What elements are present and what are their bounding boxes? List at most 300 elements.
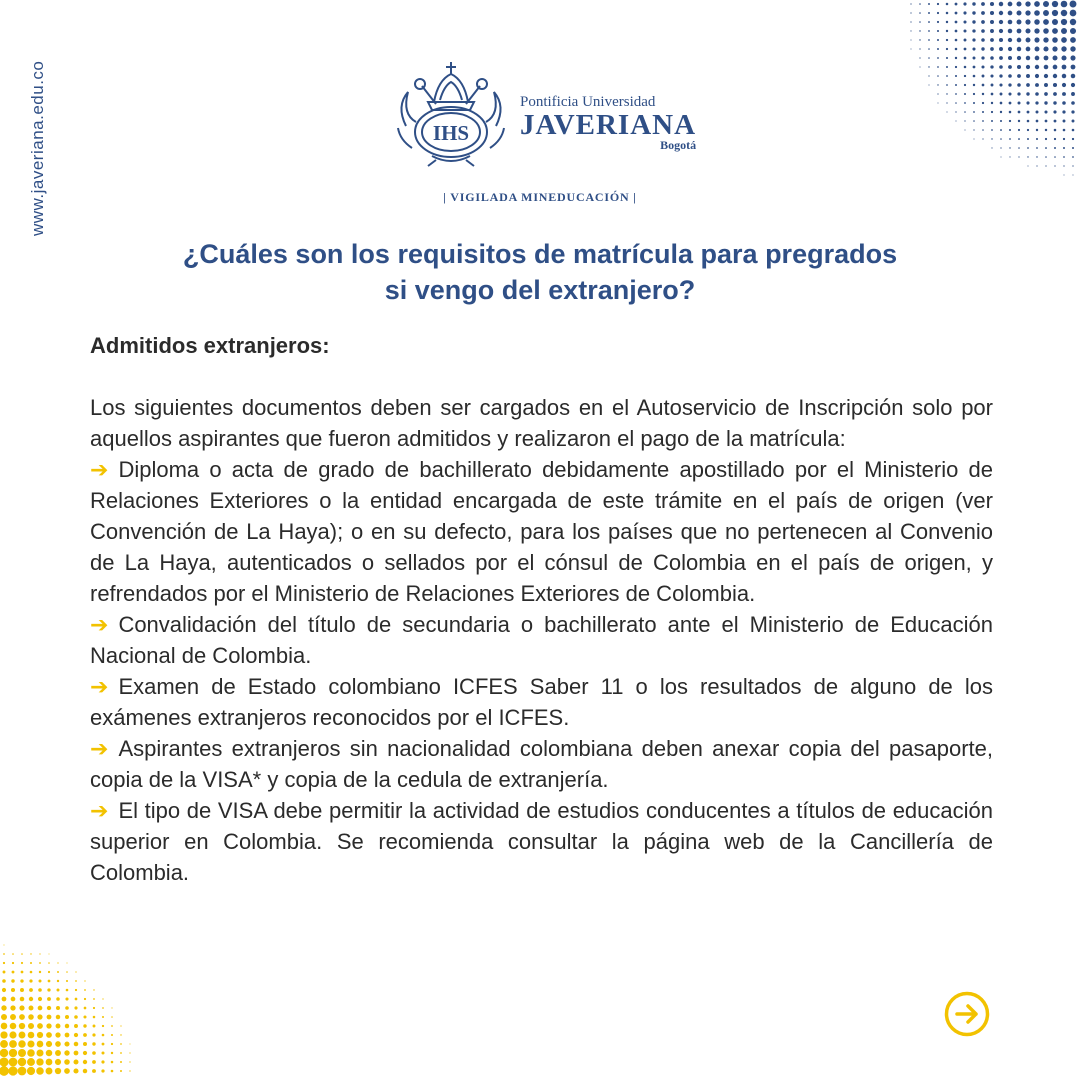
decorative-dot bbox=[1061, 46, 1066, 51]
decorative-dot bbox=[1027, 111, 1030, 114]
decorative-dot bbox=[919, 30, 920, 31]
decorative-dot bbox=[1008, 65, 1012, 69]
list-item-text: Examen de Estado colombiano ICFES Saber 11 o los resultados de alguno de los exámenes extranjeros reconocidos por el ICFES. bbox=[90, 674, 993, 730]
decorative-dot bbox=[37, 1014, 42, 1019]
decorative-dot bbox=[83, 1015, 86, 1018]
decorative-dot bbox=[102, 1025, 104, 1027]
decorative-dot bbox=[972, 2, 975, 5]
decorative-dot bbox=[937, 93, 938, 94]
decorative-dot bbox=[937, 66, 939, 68]
decorative-dot bbox=[1034, 1, 1040, 7]
decorative-dot bbox=[1043, 46, 1048, 51]
decorative-dot bbox=[111, 1016, 113, 1018]
decorative-dot bbox=[1018, 102, 1021, 105]
decorative-dot bbox=[65, 1006, 69, 1010]
decorative-dot bbox=[1045, 147, 1047, 149]
decorative-dot bbox=[30, 971, 33, 974]
decorative-dot bbox=[1026, 47, 1031, 52]
decorative-dot bbox=[64, 1041, 69, 1046]
decorative-dot bbox=[37, 1041, 44, 1048]
list-item-text: Diploma o acta de grado de bachillerato debidamente apostillado por el Ministerio de Relaciones Exteriores o la entidad encargada de este trámite en el país de origen (ver Convención de La Haya); o en su defecto, para los países que no pertenecen al Convenio de La Haya, autenticados o sellados por el cónsul de Colombia en el país de origen, y refrendados por el Ministerio de Relaciones Exteriores de Colombia. bbox=[90, 457, 993, 606]
decorative-dot bbox=[964, 120, 965, 121]
decorative-dot bbox=[36, 1049, 43, 1056]
decorative-dot bbox=[919, 39, 920, 40]
decorative-dot bbox=[48, 980, 51, 983]
decorative-dot bbox=[84, 998, 86, 1000]
decorative-dot bbox=[83, 1069, 87, 1073]
decorative-dot bbox=[991, 84, 994, 87]
decorative-dot bbox=[30, 962, 32, 964]
decorative-dot bbox=[9, 1031, 16, 1038]
decorative-dot bbox=[1027, 129, 1029, 131]
decorative-dot bbox=[937, 3, 939, 5]
decorative-dot bbox=[946, 57, 948, 59]
decorative-dot bbox=[1072, 174, 1073, 175]
decorative-dot bbox=[973, 138, 974, 139]
decorative-dot bbox=[1062, 92, 1066, 96]
decorative-dot bbox=[1036, 138, 1038, 140]
decorative-dot bbox=[972, 20, 975, 23]
decorative-dot bbox=[1061, 19, 1067, 25]
decorative-dot bbox=[1054, 147, 1056, 149]
decorative-dot bbox=[937, 75, 939, 77]
decorative-dot bbox=[1061, 1, 1068, 8]
decorative-dot bbox=[1000, 147, 1001, 148]
decorative-dot bbox=[972, 11, 975, 14]
decorative-dot bbox=[1025, 28, 1030, 33]
decorative-dot bbox=[1053, 92, 1057, 96]
decorative-dot bbox=[92, 1033, 95, 1036]
decorative-dot bbox=[30, 953, 31, 954]
decorative-dot bbox=[1009, 156, 1010, 157]
decorative-dot bbox=[982, 138, 983, 139]
decorative-dot bbox=[65, 997, 68, 1000]
decorative-dot bbox=[1071, 65, 1076, 70]
decorative-dot bbox=[1017, 65, 1021, 69]
decorative-dot bbox=[990, 20, 994, 24]
decorative-dot bbox=[39, 971, 41, 973]
decorative-dot bbox=[18, 1040, 25, 1047]
decorative-dot bbox=[981, 65, 984, 68]
decorative-dot bbox=[46, 1041, 52, 1047]
decorative-dot bbox=[1054, 129, 1057, 132]
decorative-dot bbox=[0, 1066, 9, 1076]
decorative-dot bbox=[964, 111, 966, 113]
decorative-dot bbox=[1034, 37, 1039, 42]
decorative-dot bbox=[1052, 19, 1058, 25]
decorative-dot bbox=[8, 1066, 17, 1075]
decorative-dot bbox=[120, 1052, 122, 1054]
decorative-dot bbox=[29, 997, 33, 1001]
decorative-dot bbox=[990, 47, 994, 51]
decorative-dot bbox=[1045, 138, 1047, 140]
decorative-dot bbox=[1027, 165, 1028, 166]
decorative-dot bbox=[1025, 10, 1030, 15]
decorative-dot bbox=[1071, 83, 1075, 87]
decorative-dot bbox=[37, 1032, 43, 1038]
decorative-dot bbox=[0, 1031, 7, 1038]
decorative-dot bbox=[20, 979, 23, 982]
decorative-dot bbox=[955, 57, 957, 59]
decorative-dot bbox=[36, 1067, 44, 1075]
page-title bbox=[80, 236, 1000, 308]
decorative-dot bbox=[1061, 37, 1067, 43]
decorative-dot bbox=[46, 1050, 53, 1057]
decorative-dot bbox=[84, 1007, 87, 1010]
decorative-dot bbox=[74, 1042, 79, 1047]
decorative-dot bbox=[946, 21, 948, 23]
decorative-dot bbox=[120, 1043, 122, 1045]
decorative-dots-top-right bbox=[880, 0, 1080, 190]
decorative-dot bbox=[74, 1024, 78, 1028]
decorative-dot bbox=[3, 953, 5, 955]
decorative-dot bbox=[955, 111, 956, 112]
decorative-dot bbox=[955, 66, 957, 68]
decorative-dot bbox=[1036, 147, 1038, 149]
decorative-dot bbox=[1044, 110, 1047, 113]
decorative-dot bbox=[1017, 92, 1020, 95]
decorative-dot bbox=[991, 147, 992, 148]
decorative-dot bbox=[1044, 101, 1047, 104]
decorative-dot bbox=[1070, 1, 1077, 8]
decorative-dot bbox=[1054, 156, 1056, 158]
decorative-dot bbox=[999, 38, 1003, 42]
decorative-dot bbox=[1026, 83, 1030, 87]
decorative-dot bbox=[66, 971, 68, 973]
decorative-dot bbox=[19, 1005, 24, 1010]
decorative-dot bbox=[990, 2, 994, 6]
decorative-dot bbox=[93, 1007, 95, 1009]
decorative-dot bbox=[981, 56, 984, 59]
decorative-dot bbox=[982, 111, 984, 113]
decorative-dot bbox=[1026, 92, 1029, 95]
decorative-dot bbox=[9, 1049, 17, 1057]
decorative-dot bbox=[946, 66, 948, 68]
decorative-dot bbox=[946, 84, 948, 86]
decorative-dot bbox=[2, 979, 6, 983]
vigilada-label: | VIGILADA MINEDUCACIÓN | bbox=[443, 190, 637, 204]
decorative-dot bbox=[57, 971, 59, 973]
decorative-dot bbox=[12, 971, 15, 974]
decorative-dot bbox=[919, 48, 920, 49]
decorative-dot bbox=[1044, 65, 1049, 70]
decorative-dot bbox=[83, 1060, 87, 1064]
decorative-dot bbox=[964, 93, 966, 95]
decorative-dot bbox=[955, 75, 957, 77]
decorative-dot bbox=[1071, 110, 1074, 113]
decorative-dot bbox=[65, 1015, 69, 1019]
decorative-dot bbox=[1008, 56, 1012, 60]
decorative-dot bbox=[964, 75, 966, 77]
decorative-dot bbox=[66, 962, 67, 963]
decorative-dot bbox=[982, 93, 984, 95]
decorative-dot bbox=[11, 988, 15, 992]
list-item bbox=[90, 609, 993, 671]
decorative-dot bbox=[19, 1032, 26, 1039]
decorative-dot bbox=[1000, 93, 1003, 96]
decorative-dot bbox=[955, 21, 958, 24]
decorative-dot bbox=[1035, 65, 1039, 69]
decorative-dot bbox=[919, 3, 921, 5]
decorative-dot bbox=[946, 30, 948, 32]
decorative-dot bbox=[991, 93, 994, 96]
decorative-dot bbox=[111, 1052, 113, 1054]
decorative-dot bbox=[1035, 74, 1039, 78]
decorative-dot bbox=[56, 1024, 61, 1029]
decorative-dot bbox=[1036, 165, 1037, 166]
list-item bbox=[90, 671, 993, 733]
decorative-dot bbox=[1054, 165, 1055, 166]
decorative-dot bbox=[1072, 120, 1075, 123]
decorative-dot bbox=[1052, 28, 1058, 34]
decorative-dot bbox=[937, 102, 938, 103]
decorative-dot bbox=[38, 988, 42, 992]
decorative-dot bbox=[964, 48, 967, 51]
decorative-dot bbox=[1036, 129, 1038, 131]
decorative-dot bbox=[1036, 156, 1037, 157]
decorative-dot bbox=[972, 29, 975, 32]
decorative-dot bbox=[1008, 2, 1013, 7]
decorative-dot bbox=[101, 1069, 104, 1072]
decorative-dot bbox=[74, 1006, 77, 1009]
decorative-dot bbox=[21, 971, 24, 974]
decorative-dot bbox=[1026, 56, 1030, 60]
decorative-dot bbox=[1044, 56, 1049, 61]
decorative-dot bbox=[991, 138, 992, 139]
decorative-dot bbox=[937, 21, 939, 23]
decorative-dot bbox=[1072, 156, 1074, 158]
decorative-dot bbox=[47, 1006, 51, 1010]
decorative-dot bbox=[982, 120, 984, 122]
decorative-dot bbox=[910, 39, 911, 40]
decorative-dot bbox=[55, 1032, 60, 1037]
decorative-dot bbox=[972, 47, 975, 50]
decorative-dot bbox=[990, 65, 993, 68]
decorative-dot bbox=[963, 20, 966, 23]
decorative-dot bbox=[2, 988, 6, 992]
decorative-dot bbox=[1009, 102, 1012, 105]
decorative-dot bbox=[999, 29, 1003, 33]
decorative-dot bbox=[946, 3, 949, 6]
decorative-dot bbox=[10, 1014, 16, 1020]
decorative-dot bbox=[1052, 37, 1058, 43]
decorative-dot bbox=[1017, 74, 1021, 78]
list-item-text: El tipo de VISA debe permitir la actividad de estudios conducentes a títulos de educación superior en Colombia. Se recomienda consultar la página web de la Cancillería de Colombia. bbox=[90, 798, 993, 885]
decorative-dot bbox=[1071, 92, 1075, 96]
decorative-dot bbox=[27, 1049, 35, 1057]
decorative-dot bbox=[55, 1050, 61, 1056]
decorative-dots-bottom-left bbox=[0, 905, 140, 1080]
decorative-dot bbox=[946, 75, 948, 77]
decorative-dot bbox=[66, 980, 68, 982]
decorative-dot bbox=[74, 1060, 79, 1065]
decorative-dot bbox=[928, 66, 929, 67]
decorative-dot bbox=[120, 1061, 122, 1063]
decorative-dot bbox=[981, 2, 985, 6]
decorative-dot bbox=[1070, 10, 1077, 17]
decorative-dot bbox=[1053, 110, 1056, 113]
decorative-dot bbox=[74, 1033, 78, 1037]
decorative-dot bbox=[21, 953, 23, 955]
decorative-dot bbox=[1027, 120, 1030, 123]
decorative-dot bbox=[1008, 92, 1011, 95]
decorative-dot bbox=[48, 953, 49, 954]
decorative-dot bbox=[1043, 19, 1049, 25]
decorative-dot bbox=[910, 30, 911, 31]
decorative-dot bbox=[1008, 47, 1012, 51]
decorative-dot bbox=[1000, 129, 1002, 131]
decorative-dot bbox=[47, 997, 51, 1001]
decorative-dot bbox=[1044, 74, 1048, 78]
logo-line-3: Bogotá bbox=[660, 138, 697, 152]
decorative-dot bbox=[999, 2, 1003, 6]
list-item bbox=[90, 795, 993, 888]
decorative-dot bbox=[102, 1034, 105, 1037]
decorative-dot bbox=[1035, 47, 1040, 52]
decorative-dot bbox=[46, 1023, 51, 1028]
next-button[interactable] bbox=[944, 991, 990, 1037]
decorative-dot bbox=[1036, 120, 1039, 123]
decorative-dot bbox=[19, 1023, 25, 1029]
decorative-dot bbox=[1045, 165, 1046, 166]
decorative-dot bbox=[1053, 65, 1058, 70]
decorative-dot bbox=[963, 2, 966, 5]
decorative-dot bbox=[93, 1016, 96, 1019]
decorative-dot bbox=[1052, 10, 1058, 16]
decorative-dot bbox=[120, 1070, 122, 1072]
website-url: www.javeriana.edu.co bbox=[28, 60, 47, 236]
decorative-dot bbox=[955, 12, 958, 15]
decorative-dot bbox=[37, 1023, 43, 1029]
decorative-dot bbox=[964, 57, 967, 60]
decorative-dot bbox=[1017, 56, 1021, 60]
decorative-dot bbox=[75, 989, 77, 991]
decorative-dot bbox=[982, 102, 984, 104]
decorative-dot bbox=[84, 989, 86, 991]
decorative-dot bbox=[83, 1033, 87, 1037]
decorative-dot bbox=[1063, 120, 1066, 123]
decorative-dot bbox=[955, 3, 958, 6]
decorative-dot bbox=[946, 102, 947, 103]
decorative-dot bbox=[57, 980, 59, 982]
decorative-dot bbox=[92, 1042, 95, 1045]
decorative-dot bbox=[93, 1025, 96, 1028]
decorative-dot bbox=[36, 1058, 43, 1065]
content-body bbox=[90, 330, 993, 888]
decorative-dot bbox=[1009, 147, 1010, 148]
decorative-dot bbox=[48, 962, 50, 964]
decorative-dot bbox=[1009, 111, 1012, 114]
decorative-dot bbox=[1008, 74, 1012, 78]
decorative-dot bbox=[1018, 147, 1020, 149]
title-line-1: ¿Cuáles son los requisitos de matrícula para pregrados bbox=[182, 239, 898, 269]
decorative-dot bbox=[972, 38, 975, 41]
decorative-dot bbox=[129, 1052, 130, 1053]
decorative-dot bbox=[1063, 174, 1064, 175]
decorative-dot bbox=[27, 1058, 35, 1066]
decorative-dot bbox=[2, 997, 7, 1002]
decorative-dot bbox=[29, 1006, 34, 1011]
decorative-dot bbox=[57, 989, 60, 992]
decorative-dot bbox=[1072, 147, 1074, 149]
decorative-dot bbox=[1071, 101, 1075, 105]
decorative-dot bbox=[38, 997, 42, 1001]
circle-arrow-right-icon bbox=[947, 994, 988, 1035]
decorative-dot bbox=[1027, 156, 1028, 157]
decorative-dot bbox=[955, 102, 957, 104]
decorative-dot bbox=[56, 997, 60, 1001]
decorative-dot bbox=[973, 57, 976, 60]
list-item-text: Convalidación del título de secundaria o bachillerato ante el Ministerio de Educación Nacional de Colombia. bbox=[90, 612, 993, 668]
decorative-dot bbox=[1043, 10, 1049, 16]
decorative-dot bbox=[111, 1034, 113, 1036]
decorative-dot bbox=[910, 48, 911, 49]
decorative-dot bbox=[92, 1051, 96, 1055]
arrow-right-icon: ➔ bbox=[90, 612, 109, 637]
decorative-dot bbox=[1063, 147, 1065, 149]
decorative-dot bbox=[919, 66, 920, 67]
decorative-dot bbox=[21, 962, 23, 964]
decorative-dot bbox=[29, 988, 33, 992]
decorative-dot bbox=[1018, 111, 1021, 114]
decorative-dot bbox=[1009, 120, 1011, 122]
decorative-dot bbox=[973, 66, 976, 69]
decorative-dot bbox=[955, 48, 958, 51]
decorative-dot bbox=[981, 11, 985, 15]
decorative-dot bbox=[12, 962, 14, 964]
decorative-dot bbox=[93, 998, 95, 1000]
decorative-dot bbox=[937, 84, 938, 85]
decorative-dot bbox=[1071, 74, 1076, 79]
decorative-dot bbox=[1072, 138, 1074, 140]
decorative-dot bbox=[1054, 138, 1056, 140]
decorative-dot bbox=[74, 1015, 78, 1019]
decorative-dot bbox=[937, 39, 939, 41]
decorative-dot bbox=[39, 980, 42, 983]
decorative-dot bbox=[102, 998, 103, 999]
decorative-dot bbox=[1008, 20, 1013, 25]
decorative-dot bbox=[928, 39, 930, 41]
decorative-dot bbox=[83, 1051, 87, 1055]
decorative-dot bbox=[946, 48, 948, 50]
decorative-dot bbox=[75, 980, 77, 982]
decorative-dot bbox=[55, 1059, 61, 1065]
decorative-dot bbox=[46, 1032, 52, 1038]
decorative-dot bbox=[1053, 83, 1057, 87]
decorative-dot bbox=[955, 120, 956, 121]
decorative-dot bbox=[1008, 83, 1011, 86]
decorative-dot bbox=[47, 988, 50, 991]
decorative-dot bbox=[74, 1051, 79, 1056]
decorative-dot bbox=[1052, 46, 1057, 51]
crest-icon bbox=[392, 56, 510, 168]
decorative-dot bbox=[999, 83, 1002, 86]
decorative-dot bbox=[982, 75, 985, 78]
decorative-dot bbox=[0, 1057, 9, 1066]
decorative-dot bbox=[39, 962, 41, 964]
decorative-dot bbox=[999, 74, 1002, 77]
title-line-2: si vengo del extranjero? bbox=[384, 275, 696, 305]
decorative-dot bbox=[981, 47, 984, 50]
decorative-dot bbox=[111, 1043, 113, 1045]
decorative-dot bbox=[1044, 83, 1048, 87]
decorative-dot bbox=[20, 997, 25, 1002]
decorative-dot bbox=[928, 75, 929, 76]
decorative-dot bbox=[991, 129, 993, 131]
decorative-dot bbox=[48, 971, 50, 973]
decorative-dot bbox=[19, 1014, 25, 1020]
decorative-dot bbox=[1026, 74, 1030, 78]
